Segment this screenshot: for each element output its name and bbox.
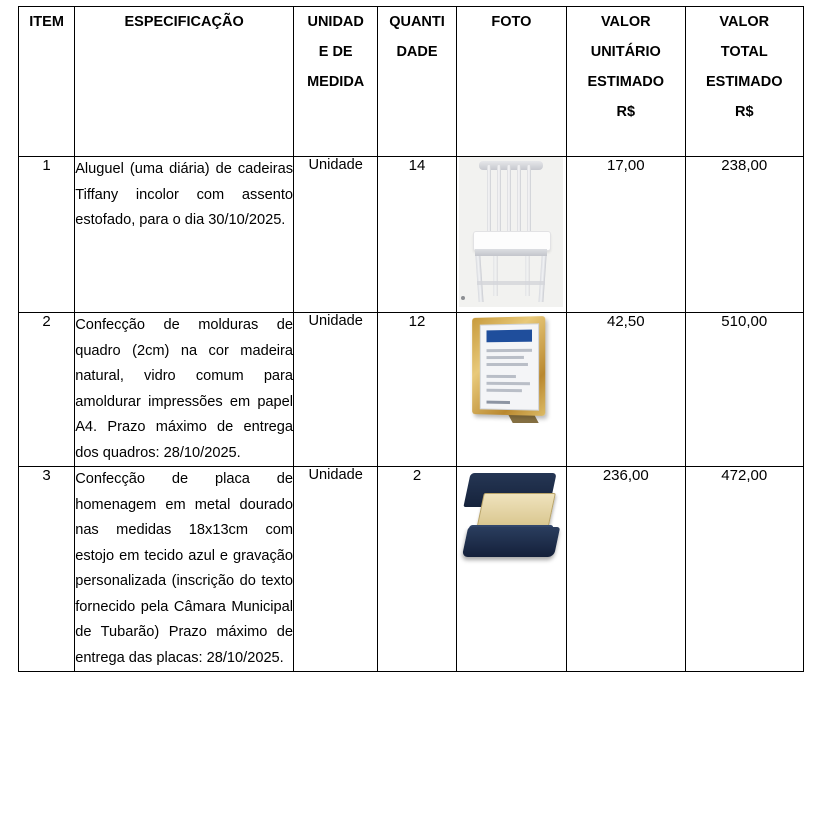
- cell-valor-total: 238,00: [685, 157, 804, 313]
- chair-backrest: [485, 165, 537, 233]
- chair-leg-front-right: [539, 256, 547, 302]
- frame-document-banner: [487, 330, 532, 343]
- cell-foto: [456, 313, 566, 467]
- column-header-valor-total-line-3: ESTIMADO: [705, 74, 783, 90]
- picture-frame-illustration: [465, 317, 557, 425]
- chair-photo: [459, 157, 563, 307]
- column-header-especificacao-line-1: ESPECIFICAÇÃO: [124, 14, 244, 30]
- award-plaque-photo: [457, 467, 569, 563]
- column-header-item-line-1: ITEM: [29, 14, 64, 30]
- cell-especificacao: Aluguel (uma diária) de cadeiras Tiffany incolor com assento estofado, para o dia 30/10/2025.: [75, 157, 294, 313]
- chair-leg-back-right: [525, 256, 530, 296]
- column-header-quantidade-line-2: DADE: [396, 44, 438, 60]
- chair-leg-front-left: [476, 256, 484, 302]
- column-header-especificacao: [75, 7, 294, 157]
- chair-seat-cushion: [473, 231, 551, 251]
- cell-valor-total: 510,00: [685, 313, 804, 467]
- cell-valor-unitario: 236,00: [567, 467, 685, 672]
- picture-frame-photo: [465, 313, 557, 425]
- table-row: [19, 157, 804, 313]
- cell-quantidade: 12: [378, 313, 456, 467]
- column-header-unidade-medida: [294, 7, 378, 157]
- chair-illustration: [459, 157, 563, 307]
- cell-quantidade: 2: [378, 467, 456, 672]
- frame-mat: [480, 323, 539, 410]
- column-header-valor-total-line-2: TOTAL: [720, 44, 768, 60]
- column-header-quantidade: [378, 7, 456, 157]
- column-header-valor-unitario-line-4: R$: [616, 104, 636, 120]
- plaque-case-base: [461, 527, 559, 557]
- photo-artifact-dot: [461, 296, 465, 300]
- column-header-valor-total-line-4: R$: [734, 104, 754, 120]
- column-header-item: [19, 7, 75, 157]
- award-plaque-illustration: [457, 471, 569, 563]
- table-header-row: [19, 7, 804, 157]
- column-header-foto-line-1: FOTO: [491, 14, 532, 30]
- table-row: [19, 467, 804, 672]
- chair-leg-back-left: [493, 256, 498, 296]
- column-header-unidade-line-2: E DE: [318, 44, 353, 60]
- column-header-valor-total-line-1: VALOR: [719, 14, 770, 30]
- frame-molding: [472, 316, 545, 416]
- chair-stretcher: [477, 281, 545, 285]
- cell-unidade: Unidade: [294, 313, 378, 467]
- column-header-unidade-line-3: MEDIDA: [307, 74, 365, 90]
- column-header-valor-unitario-line-1: VALOR: [600, 14, 651, 30]
- cell-foto: [456, 157, 566, 313]
- cell-especificacao: Confecção de placa de homenagem em metal dourado nas medidas 18x13cm com estojo em tecido azul e gravação personalizada (inscrição do texto fornecido pela Câmara Municipal de Tubarão) Prazo máximo de entrega das placas: 28/10/2025.: [75, 467, 294, 672]
- column-header-quantidade-line-1: QUANTI: [389, 14, 445, 30]
- column-header-foto: [456, 7, 566, 157]
- cell-item: 1: [19, 157, 75, 313]
- table-body: [19, 157, 804, 672]
- cell-valor-unitario: 42,50: [567, 313, 685, 467]
- cell-valor-unitario: 17,00: [567, 157, 685, 313]
- table-row: [19, 313, 804, 467]
- chair-apron: [475, 249, 547, 256]
- cell-especificacao: Confecção de molduras de quadro (2cm) na cor madeira natural, vidro comum para amoldurar impressões em papel A4. Prazo máximo de entrega dos quadros: 28/10/2025.: [75, 313, 294, 467]
- cell-item: 2: [19, 313, 75, 467]
- cell-unidade: Unidade: [294, 157, 378, 313]
- cell-item: 3: [19, 467, 75, 672]
- column-header-valor-total: [685, 7, 804, 157]
- column-header-valor-unitario-line-3: ESTIMADO: [587, 74, 665, 90]
- document-page: [0, 6, 838, 814]
- cell-valor-total: 472,00: [685, 467, 804, 672]
- cell-quantidade: 14: [378, 157, 456, 313]
- cell-foto: [456, 467, 566, 672]
- table-header: [19, 7, 804, 157]
- cell-unidade: Unidade: [294, 467, 378, 672]
- column-header-valor-unitario-line-2: UNITÁRIO: [590, 44, 661, 60]
- column-header-valor-unitario: [567, 7, 685, 157]
- column-header-unidade-line-1: UNIDAD: [307, 14, 364, 30]
- specification-table: [18, 6, 804, 672]
